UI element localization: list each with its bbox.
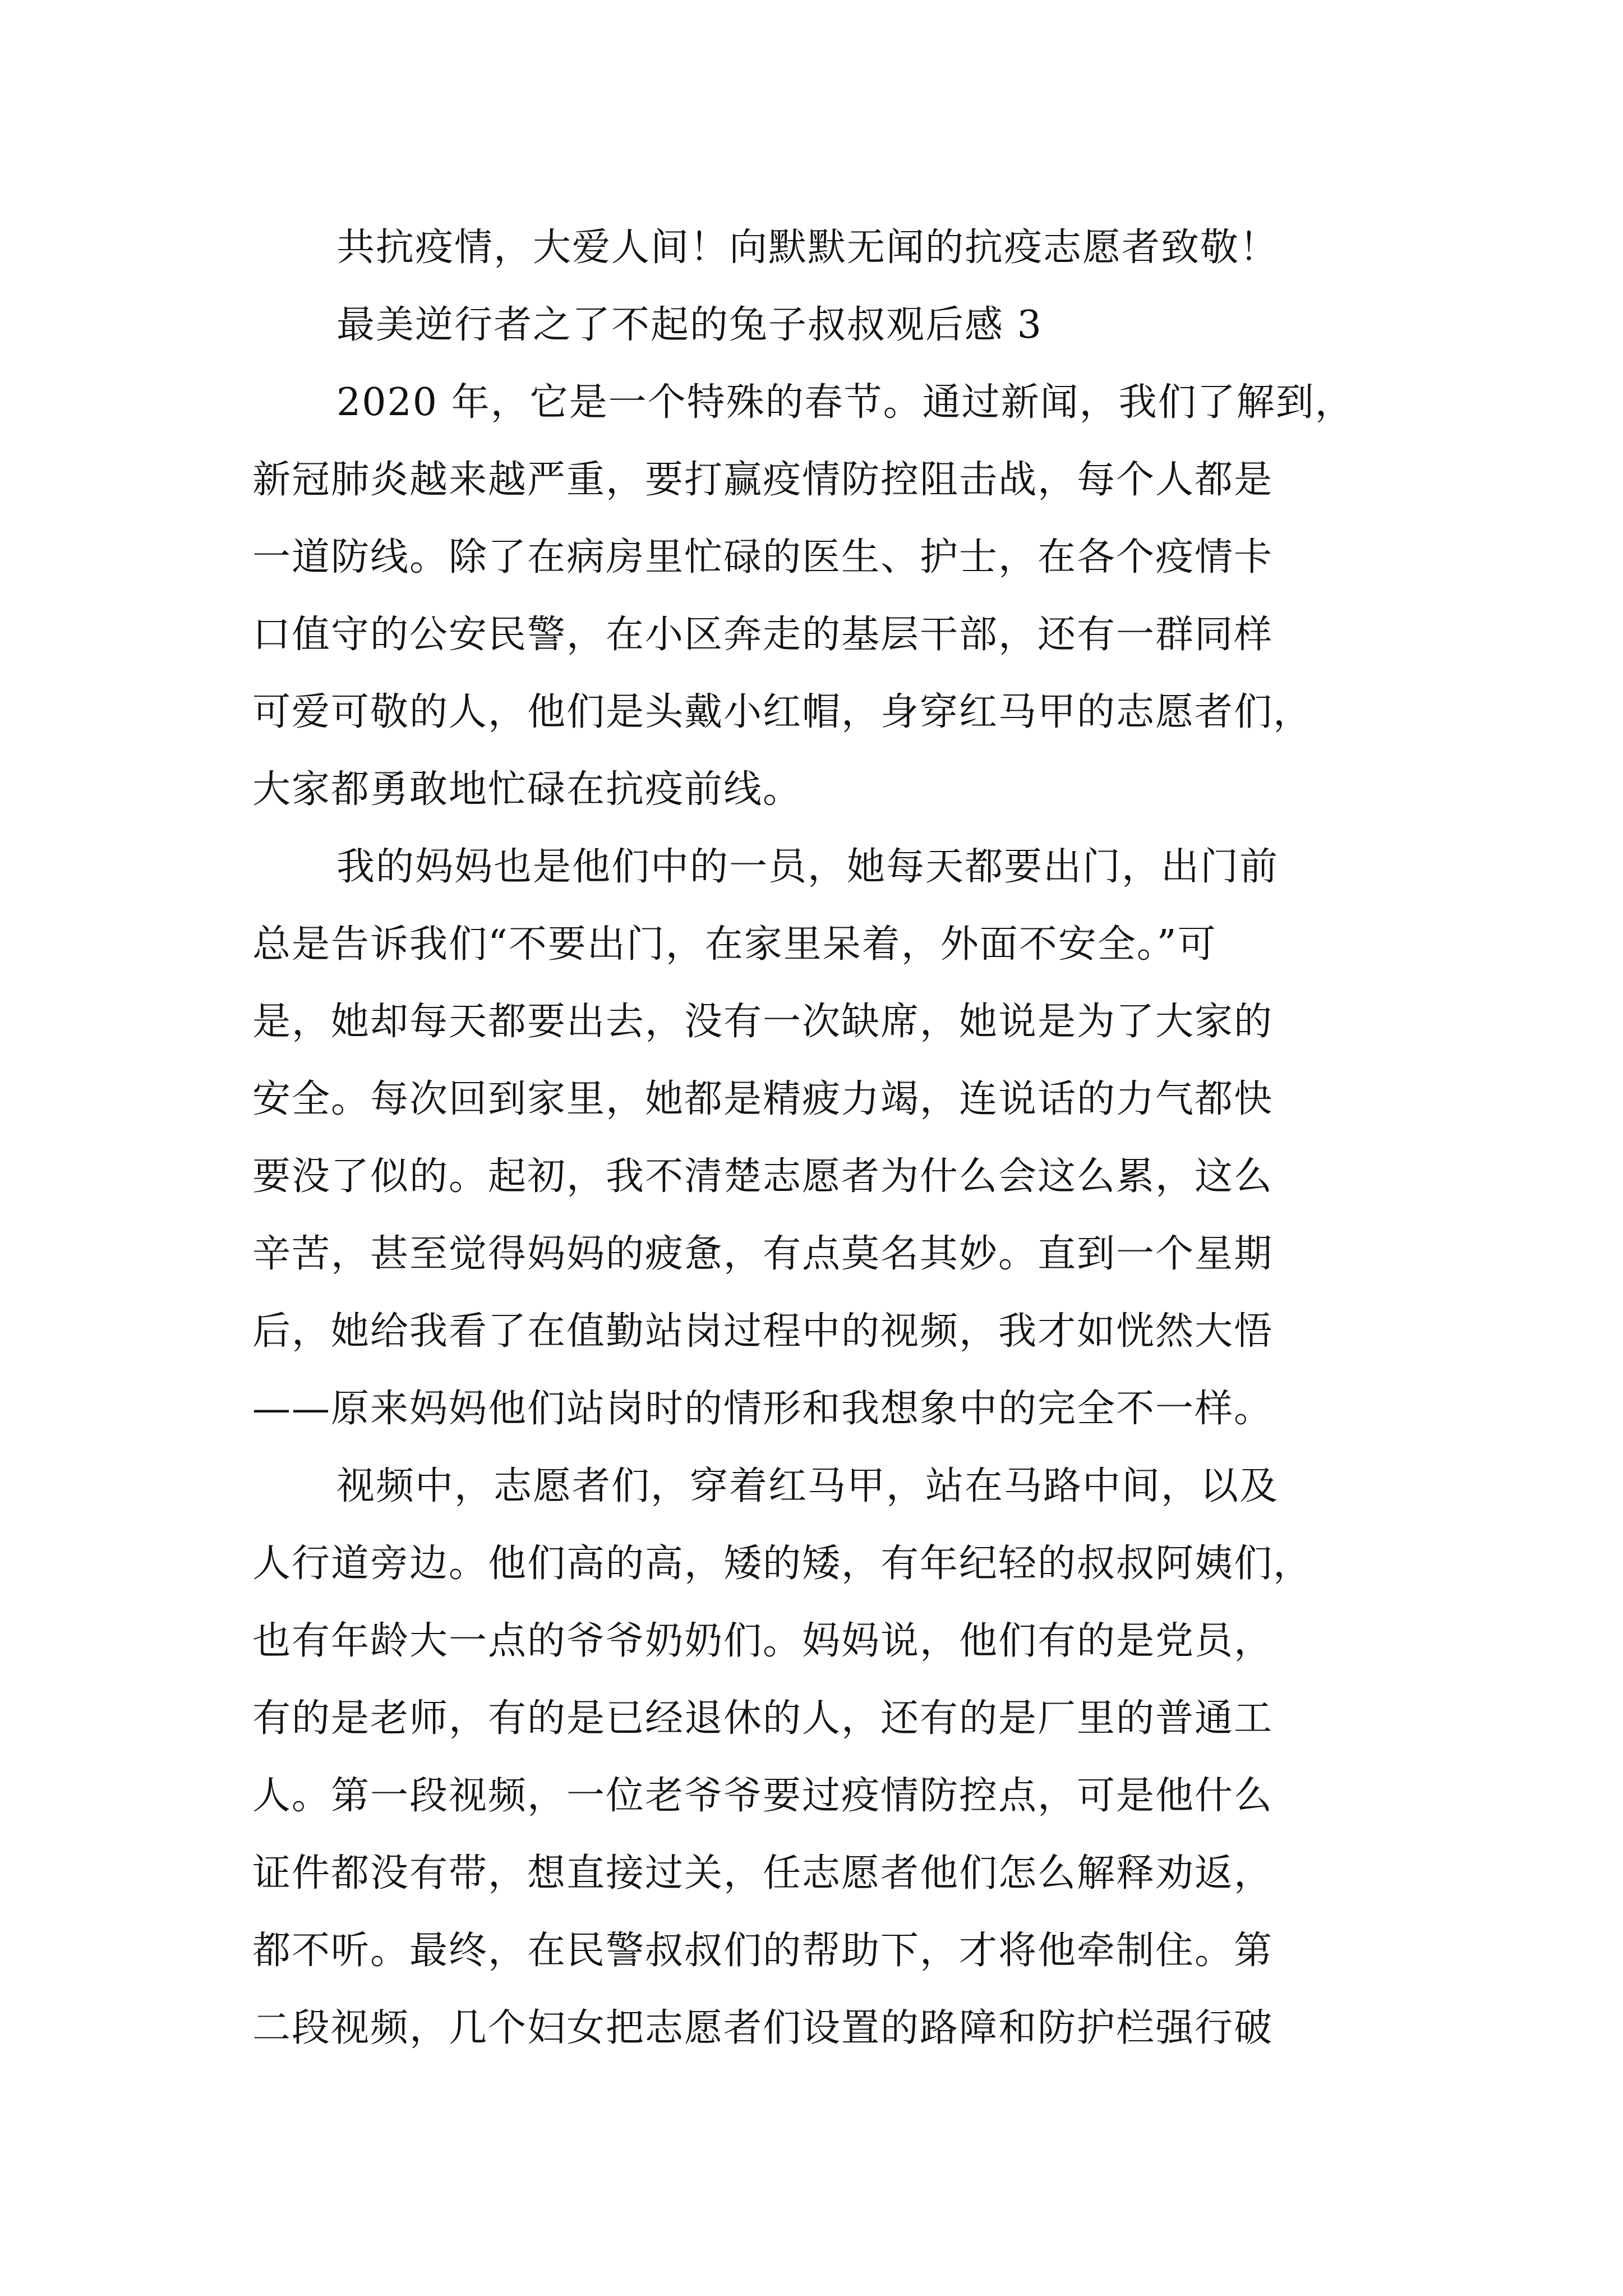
heading-line: 最美逆行者之了不起的兔子叔叔观后感 3 — [336, 303, 1043, 347]
paragraph-line: 证件都没有带，想直接过关，任志愿者他们怎么解释劝返， — [252, 1851, 1274, 1895]
paragraph-line: 有的是老师，有的是已经退休的人，还有的是厂里的普通工 — [252, 1696, 1274, 1741]
paragraph-line: 口值守的公安民警，在小区奔走的基层干部，还有一群同样 — [252, 613, 1274, 657]
paragraph-line: 辛苦，甚至觉得妈妈的疲惫，有点莫名其妙。直到一个星期 — [252, 1232, 1274, 1276]
paragraph-line: 共抗疫情，大爱人间！向默默无闻的抗疫志愿者致敬！ — [336, 226, 1279, 270]
paragraph-line: 二段视频，几个妇女把志愿者们设置的路障和防护栏强行破 — [252, 2006, 1274, 2050]
paragraph-line: 一道防线。除了在病房里忙碌的医生、护士，在各个疫情卡 — [252, 535, 1274, 579]
paragraph-line: 安全。每次回到家里，她都是精疲力竭，连说话的力气都快 — [252, 1077, 1274, 1121]
paragraph-line: 人行道旁边。他们高的高，矮的矮，有年纪轻的叔叔阿姨们， — [252, 1542, 1313, 1586]
paragraph-line: 也有年龄大一点的爷爷奶奶们。妈妈说，他们有的是党员， — [252, 1619, 1274, 1663]
paragraph-line: 总是告诉我们“不要出门，在家里呆着，外面不安全。”可 — [252, 922, 1217, 967]
paragraph-line: 我的妈妈也是他们中的一员，她每天都要出门，出门前 — [336, 845, 1279, 889]
paragraph-line: 视频中，志愿者们，穿着红马甲，站在马路中间，以及 — [336, 1464, 1279, 1508]
paragraph-line: 大家都勇敢地忙碌在抗疫前线。 — [252, 767, 803, 812]
paragraph-line: 后，她给我看了在值勤站岗过程中的视频，我才如恍然大悟 — [252, 1309, 1274, 1354]
paragraph-line: 新冠肺炎越来越严重，要打赢疫情防控阻击战，每个人都是 — [252, 458, 1274, 502]
paragraph-line: 可爱可敬的人，他们是头戴小红帽，身穿红马甲的志愿者们， — [252, 690, 1313, 734]
paragraph-line: ——原来妈妈他们站岗时的情形和我想象中的完全不一样。 — [252, 1387, 1274, 1431]
paragraph-line: 是，她却每天都要出去，没有一次缺席，她说是为了大家的 — [252, 1000, 1274, 1044]
paragraph-line: 要没了似的。起初，我不清楚志愿者为什么会这么累，这么 — [252, 1154, 1274, 1199]
paragraph-line: 都不听。最终，在民警叔叔们的帮助下，才将他牵制住。第 — [252, 1929, 1274, 1973]
paragraph-line: 人。第一段视频，一位老爷爷要过疫情防控点，可是他什么 — [252, 1774, 1274, 1818]
paragraph-line: 2020 年，它是一个特殊的春节。通过新闻，我们了解到， — [336, 380, 1354, 425]
